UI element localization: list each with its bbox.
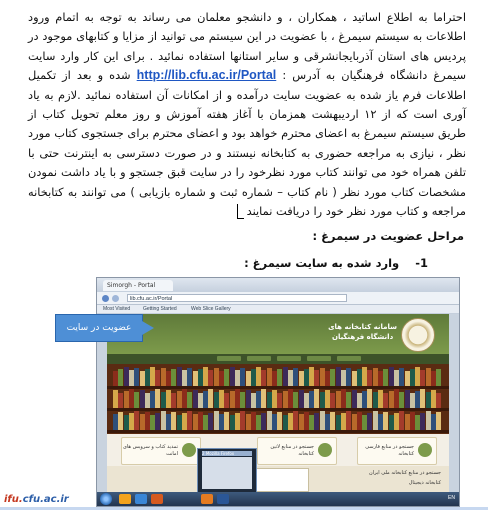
book-spine [394,413,399,430]
book-spine [267,392,272,408]
book-spine [187,368,192,386]
book-spine [272,414,277,430]
website-screenshot [96,277,460,507]
book-spine [299,371,304,386]
book-spine [267,411,272,430]
book-spine [362,367,367,386]
shelf-board [107,408,449,411]
bookshelf-image [107,364,449,434]
nav-item [307,356,331,361]
book-spine [357,369,362,386]
book-spine [219,414,224,430]
book-spine [224,369,229,386]
book-spine [224,412,229,430]
book-spine [389,391,394,408]
book-spine [235,370,240,386]
book-spine [426,392,431,408]
book-spine [309,367,314,386]
book-spine [145,393,150,408]
book-spine [145,369,150,386]
book-spine [336,367,341,386]
book-spine [399,392,404,408]
book-spine [431,414,436,430]
book-spine [230,367,235,386]
book-spine [118,412,123,430]
service-box [121,437,201,465]
book-spine [235,389,240,408]
book-spine [362,415,367,430]
text-cursor [237,204,244,219]
book-spine [373,368,378,386]
bottom-link: جستجو در منابع کتابخانه ملی ایران [369,470,441,476]
book-spine [436,393,441,408]
word-icon [217,494,229,504]
system-tray: EN [448,495,455,501]
book-spine [336,415,341,430]
book-spine [251,393,256,408]
bookmark-item: Web Slice Gallery [191,306,231,312]
book-spine [203,415,208,430]
book-spine [293,368,298,386]
book-spine [214,392,219,408]
book-spine [261,389,266,408]
simorgh-website [107,314,449,492]
address-bar: lib.cfu.ac.ir/Portal [127,294,347,302]
book-spine [272,371,277,386]
book-spine [214,411,219,430]
footer-logo-red: ifu. [4,494,23,505]
book-spine [288,413,293,430]
book-spine [129,413,134,430]
browser-titlebar [97,278,459,292]
book-spine [293,392,298,408]
step-number: 1- [415,256,428,270]
book-spine [113,414,118,430]
service-box-label: جستجو در منابع فارسی کتابخانه [365,444,414,457]
book-spine [208,413,213,430]
book-spine [346,411,351,430]
book-spine [410,412,415,430]
book-spine [124,415,129,430]
popup-title: 2 Mozilla Firefox [202,451,252,456]
book-spine [420,389,425,408]
book-spine [330,412,335,430]
book-spine [341,389,346,408]
book-spine [198,393,203,408]
book-spine [150,415,155,430]
step-heading [244,256,428,270]
bookmarks-bar [97,305,459,314]
book-spine [272,390,277,408]
service-box-label: جستجو در منابع لاتین کتابخانه [270,444,314,457]
book-spine [399,368,404,386]
book-spine [214,368,219,386]
book-spine [383,393,388,408]
bookmark-item: Getting Started [143,306,177,312]
book-spine [378,390,383,408]
footer-band [0,507,488,523]
book-spine [150,367,155,386]
browser-tab: Simorgh - Portal [103,280,173,291]
footer-logo [4,494,69,505]
book-spine [134,392,139,408]
site-title-line2: دانشگاه فرهنگیان [331,333,394,341]
book-spine [182,370,187,386]
book-spine [256,367,261,386]
book-spine [235,413,240,430]
book-spine [124,367,129,386]
nav-item [247,356,271,361]
site-header [107,314,449,354]
taskbar-preview-popup [197,448,257,494]
book-spine [171,393,176,408]
book-spine [246,390,251,408]
nav-item [337,356,361,361]
bookmark-item: Most Visited [103,306,131,312]
site-title [328,322,397,342]
book-spine [405,414,410,430]
book-spine [288,389,293,408]
book-spine [394,389,399,408]
book-spine [357,393,362,408]
book-spine [145,412,150,430]
book-spine [352,414,357,430]
book-spine [240,411,245,430]
book-spine [267,368,272,386]
step-text: وارد شده به سایت سیمرغ : [244,256,400,270]
book-spine [150,391,155,408]
media-icon [151,494,163,504]
book-spine [177,391,182,408]
book-spine [208,370,213,386]
paragraph-part1: احتراما به اطلاع اساتید ، همکاران ، و دانشجو معلمان می رساند به توجه به اتمام ورود اطلاعات به سیستم سیمرغ ، با عضویت در این سیستم می توانید از مزایا و کتابهای موجود در پردیس های استان آذربایجانشرقی و سایر استانها استفاده نمائید . برای این کار وارد سایت سیمرغ دانشگاه فرهنگیان به آدرس : [28,10,467,83]
nav-item [217,356,241,361]
firefox-icon [201,494,213,504]
window-thumbnail [202,457,252,489]
book-spine [352,371,357,386]
book-spine [166,390,171,408]
book-spine [155,389,160,408]
service-box [357,437,437,465]
book-spine [224,393,229,408]
book-spine [320,368,325,386]
book-spine [320,392,325,408]
book-spine [177,415,182,430]
book-spine [341,370,346,386]
book-spine [177,367,182,386]
book-spine [161,368,166,386]
book-spine [420,413,425,430]
book-spine [277,369,282,386]
book-spine [415,415,420,430]
book-spine [118,369,123,386]
book-spine [134,411,139,430]
book-spine [410,393,415,408]
book-spine [346,392,351,408]
book-spine [193,414,198,430]
book-spine [256,415,261,430]
intro-paragraph [28,8,466,221]
book-spine [299,414,304,430]
book-spine [155,370,160,386]
search-icon [418,443,432,457]
book-spine [309,391,314,408]
search-icon [318,443,332,457]
service-box [257,437,337,465]
book-spine [129,389,134,408]
book-spine [166,414,171,430]
book-spine [182,413,187,430]
book-spine [246,371,251,386]
book-spine [405,390,410,408]
book-spine [436,412,441,430]
service-boxes [107,434,449,466]
book-spine [378,371,383,386]
book-spine [426,368,431,386]
book-spine [304,412,309,430]
book-spine [193,371,198,386]
book-spine [436,369,441,386]
shelf-board [107,430,449,433]
footer-logo-blue: cfu.ac.ir [22,494,69,505]
book-spine [373,411,378,430]
book-spine [341,413,346,430]
service-box-label: تمدید کتاب و سرویس های امانت [122,444,178,457]
book-spine [118,393,123,408]
book-spine [283,367,288,386]
book-spine [134,368,139,386]
book-spine [240,368,245,386]
book-spine [277,393,282,408]
book-spine [246,414,251,430]
book-spine [325,414,330,430]
book-spine [283,391,288,408]
book-spine [309,415,314,430]
book-spine [113,371,118,386]
book-spine [187,411,192,430]
book-spine [277,412,282,430]
book-spine [187,392,192,408]
book-spine [357,412,362,430]
book-spine [203,367,208,386]
book-spine [314,370,319,386]
book-spine [230,391,235,408]
book-spine [405,371,410,386]
book-spine [198,369,203,386]
book-spine [420,370,425,386]
book-spine [251,412,256,430]
book-spine [182,389,187,408]
portal-link[interactable]: http://lib.cfu.ac.ir/Portal [136,68,277,83]
book-spine [399,411,404,430]
site-bottom [107,466,449,492]
book-spine [171,412,176,430]
book-spine [426,411,431,430]
bottom-link: کتابخانه دیجیتال [408,480,441,486]
book-spine [219,371,224,386]
start-button-icon [100,493,112,505]
site-title-line1: سامانه کتابخانه های [328,323,397,331]
book-spine [362,391,367,408]
book-spine [140,390,145,408]
book-spine [293,411,298,430]
book-spine [431,390,436,408]
book-spine [140,371,145,386]
book-spine [208,389,213,408]
book-spine [378,414,383,430]
book-spine [251,369,256,386]
book-spine [140,414,145,430]
book-spine [415,391,420,408]
paragraph-part2: شده و بعد از تکمیل اطلاعات فرم یاز شده به عضویت سایت درآمده و از امکانات آن استفاده نمائید .لازم به یاد آوری است که از ۱۲ اردیبهشت همزمان با آغاز هفته آموزش و روز معلم تحویل کتاب از طریق سیستم سیمرغ به اعضای محترم خواهد بود و اعضای محترم برای جستجوی کتاب مورد نظر ، نیازی به مراجعه حضوری به کتابخانه نیستند و در صورت دسترسی به اینترنت حتی با تلفن همراه خود می توانند کتاب مورد نظرخود را در سایت قبق جستجو و با یاد داشت نمودن مشخصات کتاب مورد نظر ( نام کتاب – شماره ثبت و شماره بازیابی ) می توانند به کتابخانه مراجعه و کتاب مورد نظر خود را دریافت نمایند [28,68,467,219]
book-spine [373,392,378,408]
book-spine [230,415,235,430]
windows-taskbar [97,492,459,506]
book-spine [261,370,266,386]
book-spine [203,391,208,408]
book-spine [346,368,351,386]
book-icon [182,443,196,457]
book-spine [383,412,388,430]
book-spine [330,393,335,408]
book-spine [336,391,341,408]
book-spine [415,367,420,386]
book-spine [198,412,203,430]
browser-toolbar [97,292,459,305]
back-icon [102,295,109,302]
book-spine [431,371,436,386]
book-spine [261,413,266,430]
book-spine [320,411,325,430]
book-spine [240,392,245,408]
book-spine [304,393,309,408]
book-spine [155,413,160,430]
book-spine [325,371,330,386]
university-logo-icon [401,318,435,352]
callout-arrow: عضویت در سایت [55,314,143,342]
section-heading: مراحل عضویت در سیمرغ : [312,229,464,243]
book-spine [410,369,415,386]
book-spine [288,370,293,386]
book-spine [325,390,330,408]
forward-icon [112,295,119,302]
nav-item [277,356,301,361]
book-spine [299,390,304,408]
book-spine [129,370,134,386]
book-spine [367,413,372,430]
book-spine [161,411,166,430]
book-spine [161,392,166,408]
book-spine [256,391,261,408]
book-spine [389,415,394,430]
book-spine [166,371,171,386]
book-spine [367,389,372,408]
book-spine [314,413,319,430]
book-spine [219,390,224,408]
book-spine [367,370,372,386]
book-spine [314,389,319,408]
book-spine [304,369,309,386]
ie-icon [135,494,147,504]
book-spine [394,370,399,386]
book-spine [193,390,198,408]
book-spine [171,369,176,386]
book-spine [113,390,118,408]
book-spine [383,369,388,386]
book-spine [352,390,357,408]
book-spine [283,415,288,430]
site-nav [107,354,449,364]
folder-icon [119,494,131,504]
book-spine [124,391,129,408]
book-spine [389,367,394,386]
book-spine [330,369,335,386]
